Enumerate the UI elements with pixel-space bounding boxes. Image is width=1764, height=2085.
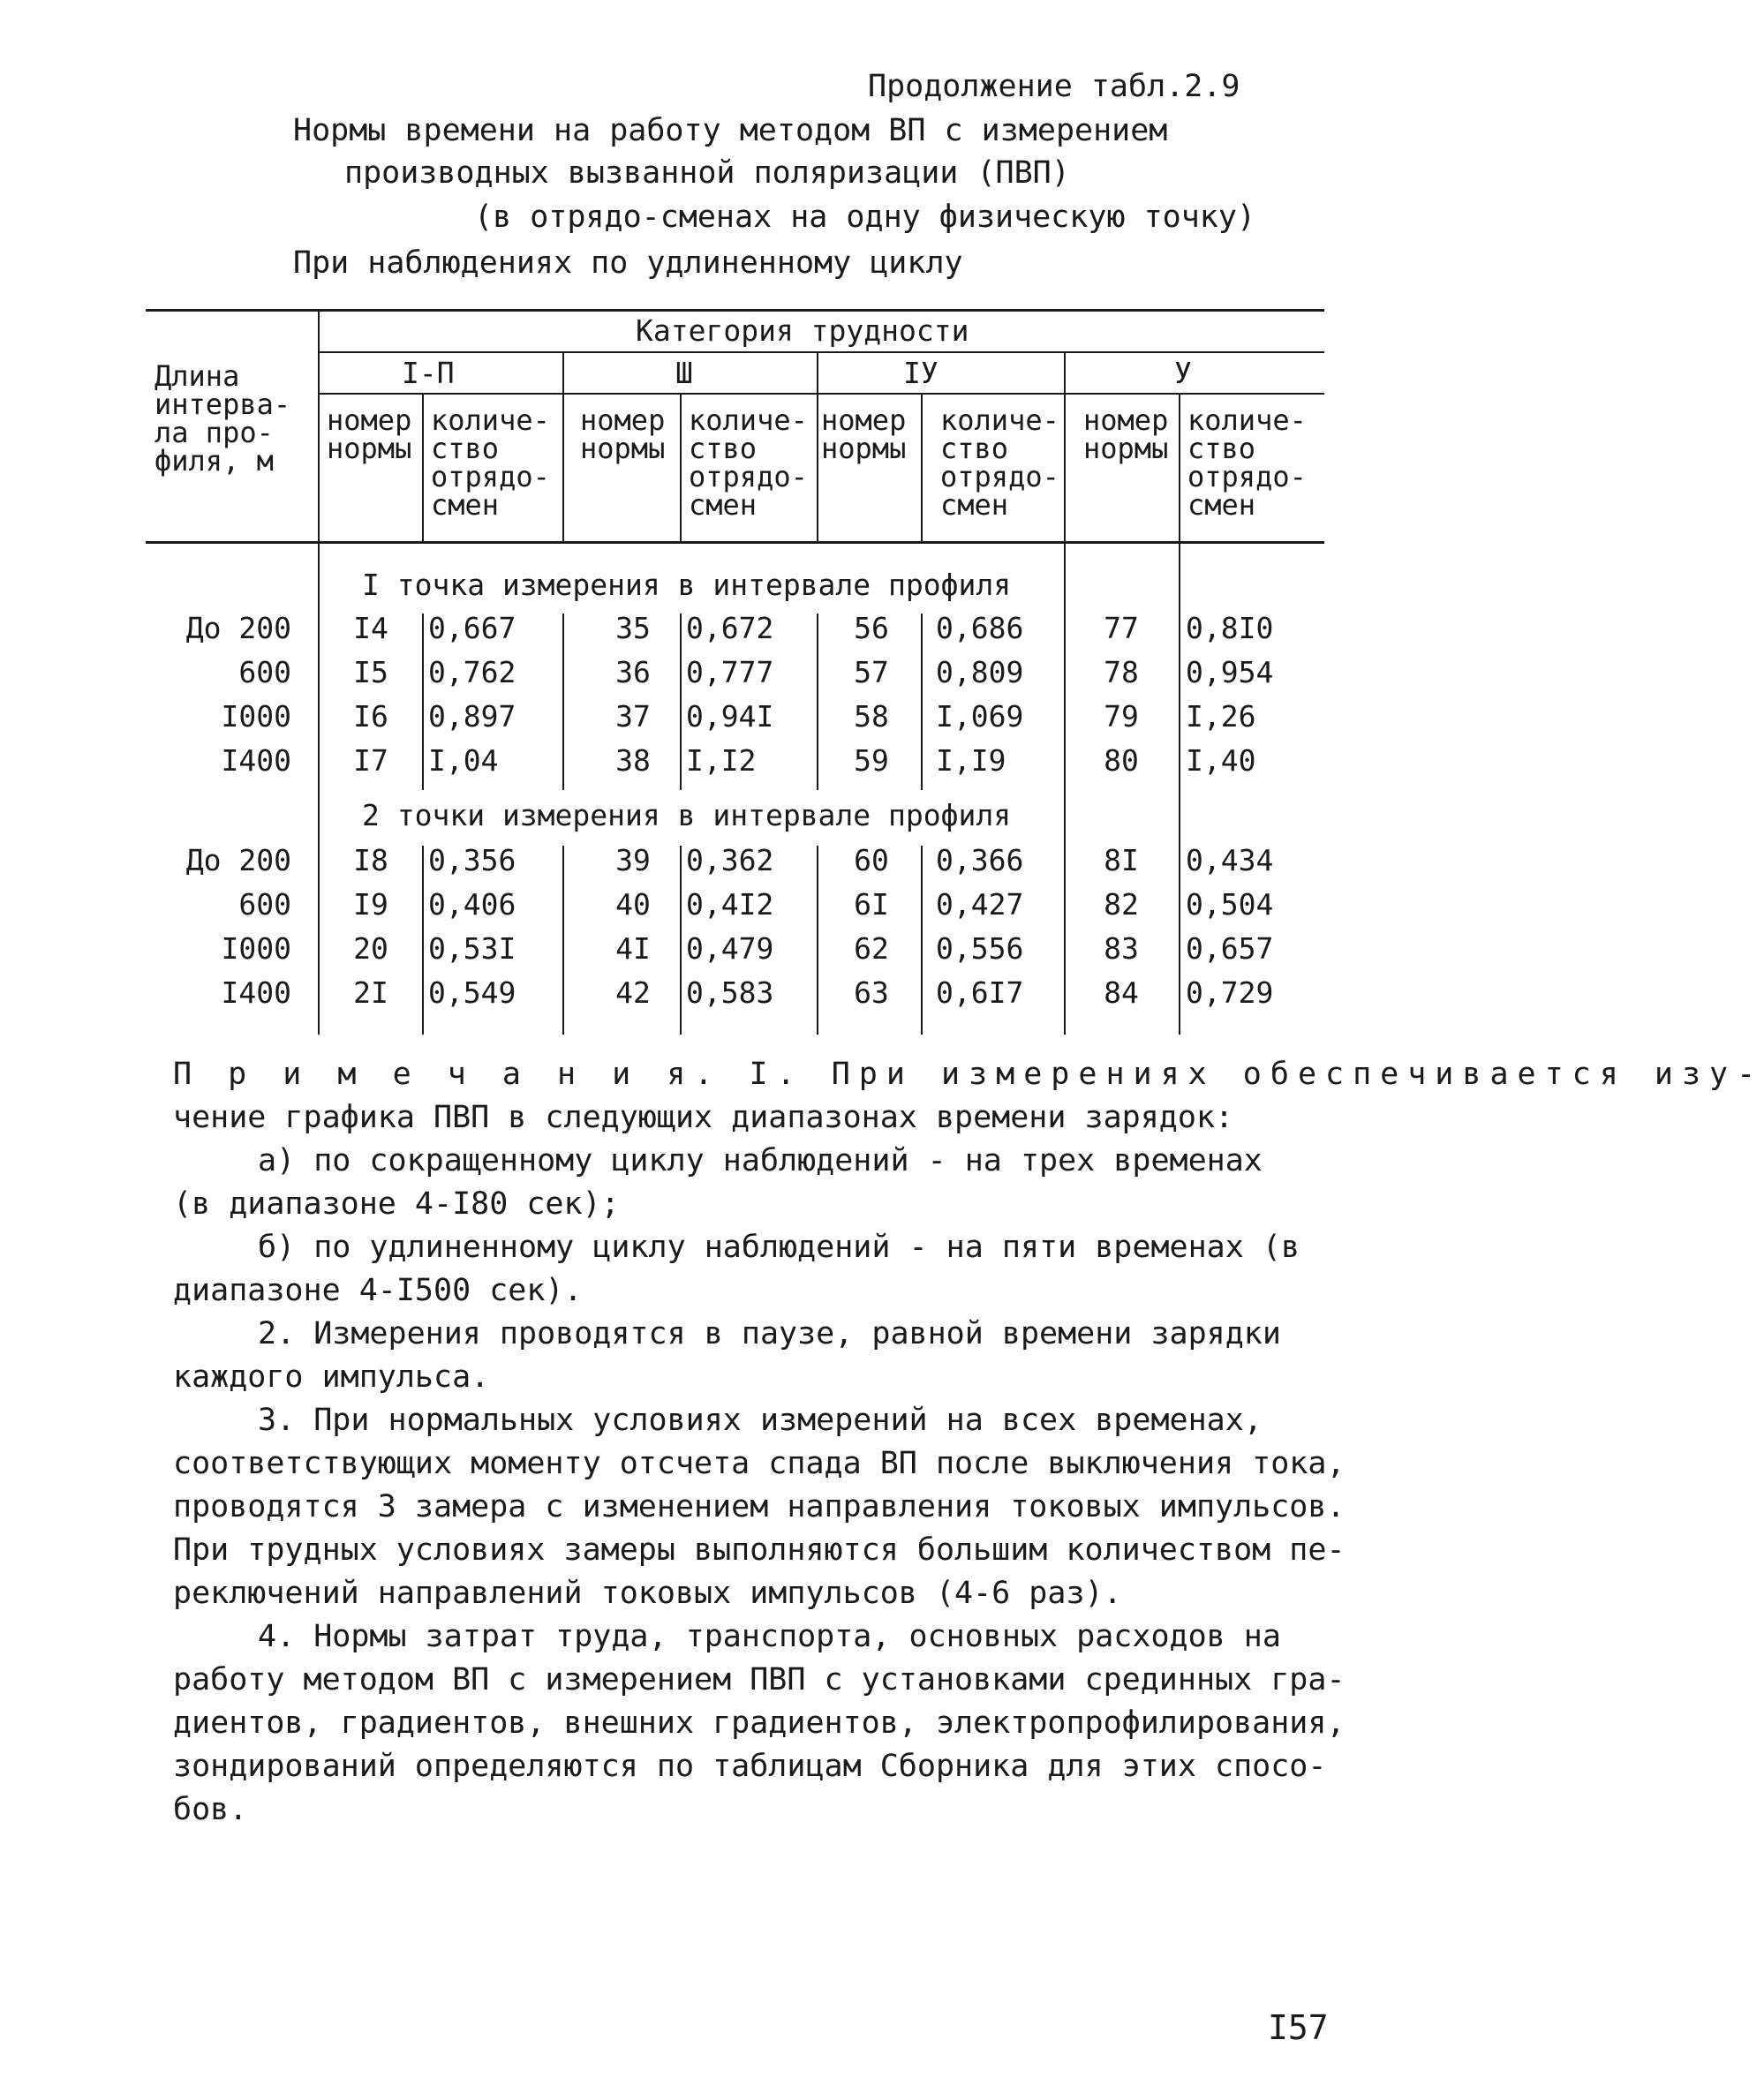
norm-number-cell: 42 <box>615 975 651 1010</box>
norm-number-cell: 79 <box>1104 699 1139 734</box>
row-header-length: Длина интерва- ла про- филя, м <box>155 359 291 478</box>
note-line: зондирований определяются по таблицам Сборника для этих спосо- <box>173 1749 1327 1784</box>
interval-length-cell: I000 <box>221 931 291 966</box>
crew-shift-cell: 0,667 <box>428 611 516 645</box>
norm-number-cell: 84 <box>1104 975 1139 1010</box>
norm-number-cell: 83 <box>1104 931 1139 966</box>
norm-number-cell: 38 <box>615 743 651 778</box>
crew-shift-cell: I,I9 <box>936 743 1006 778</box>
note-line: При трудных условиях замеры выполняются большим количеством пе- <box>173 1532 1346 1568</box>
norm-number-cell: 37 <box>615 699 651 734</box>
col-norm-2: номер нормы <box>580 403 666 465</box>
divider-5-sec2 <box>921 846 923 1035</box>
crew-shift-cell: 0,504 <box>1186 887 1274 922</box>
page-number: I57 <box>1268 2008 1329 2047</box>
crew-shift-cell: I,26 <box>1186 699 1256 734</box>
interval-length-cell: 600 <box>238 655 291 689</box>
interval-length-cell: I400 <box>221 743 291 778</box>
norm-number-cell: 39 <box>615 843 651 877</box>
divider-5 <box>921 393 923 541</box>
norm-number-cell: 36 <box>615 655 651 689</box>
crew-shift-cell: 0,479 <box>686 931 774 966</box>
interval-length-cell: До 200 <box>185 843 291 877</box>
norm-number-cell: 58 <box>854 699 889 734</box>
divider-7 <box>1179 393 1180 1035</box>
note-line: проводятся 3 замера с изменением направления токовых импульсов. <box>173 1489 1346 1524</box>
norm-number-cell: I7 <box>353 743 388 778</box>
note-line: бов. <box>173 1792 248 1827</box>
crew-shift-cell: 0,94I <box>686 699 774 734</box>
col-norm-3: номер нормы <box>821 403 907 465</box>
divider-1-sec1 <box>422 613 424 790</box>
crew-shift-cell: 0,556 <box>936 931 1024 966</box>
crew-shift-cell: 0,686 <box>936 611 1024 645</box>
table-title-line2: производных вызванной поляризации (ПВП) <box>344 155 1070 191</box>
interval-length-cell: 600 <box>238 887 291 922</box>
crew-shift-cell: 0,583 <box>686 975 774 1010</box>
category-rule <box>318 351 1324 353</box>
crew-shift-cell: 0,4I2 <box>686 887 774 922</box>
divider-6 <box>1064 351 1066 1035</box>
subheader-rule <box>318 393 1324 395</box>
crew-shift-cell: I,069 <box>936 699 1024 734</box>
crew-shift-cell: 0,549 <box>428 975 516 1010</box>
norm-number-cell: 6I <box>854 887 889 922</box>
norm-number-cell: 59 <box>854 743 889 778</box>
crew-shift-cell: 0,356 <box>428 843 516 877</box>
norm-number-cell: I5 <box>353 655 388 689</box>
divider-3-sec1 <box>680 613 682 790</box>
col-qty-3: количе- ство отрядо- смен <box>940 403 1059 522</box>
crew-shift-cell: I,40 <box>1186 743 1256 778</box>
crew-shift-cell: I,04 <box>428 743 499 778</box>
note-line: б) по удлиненному циклу наблюдений - на пяти временах (в <box>258 1230 1300 1265</box>
divider-2-sec2 <box>562 846 564 1035</box>
note-line: а) по сокращенному циклу наблюдений - на трех временах <box>258 1143 1263 1178</box>
notes <box>173 1053 1764 1832</box>
col-norm-1: номер нормы <box>327 403 412 465</box>
note-line: соответствующих моменту отсчета спада ВП после выключения тока, <box>173 1446 1346 1481</box>
norm-number-cell: 60 <box>854 843 889 877</box>
note-line: работу методом ВП с измерением ПВП с установками срединных гра- <box>173 1662 1346 1697</box>
continuation-label: Продолжение табл.2.9 <box>868 69 1240 104</box>
crew-shift-cell: 0,6I7 <box>936 975 1024 1010</box>
note-line: (в диапазоне 4-I80 сек); <box>173 1186 620 1222</box>
norm-number-cell: 57 <box>854 655 889 689</box>
norms-table <box>146 309 1324 1033</box>
category-2: Ш <box>675 356 693 390</box>
crew-shift-cell: 0,729 <box>1186 975 1274 1010</box>
divider-4-sec2 <box>817 846 818 1035</box>
crew-shift-cell: 0,406 <box>428 887 516 922</box>
category-1: I-П <box>402 356 455 390</box>
divider-4 <box>817 351 818 541</box>
norm-number-cell: 62 <box>854 931 889 966</box>
norm-number-cell: 56 <box>854 611 889 645</box>
crew-shift-cell: 0,897 <box>428 699 516 734</box>
interval-length-cell: До 200 <box>185 611 291 645</box>
note-line: реключений направлений токовых импульсов (4-6 раз). <box>173 1576 1122 1611</box>
note-line: диентов, градиентов, внешних градиентов, электропрофилирования, <box>173 1705 1346 1741</box>
norm-number-cell: 40 <box>615 887 651 922</box>
note-line: П р и м е ч а н и я. I. При измерениях обеспечивается изу- <box>173 1057 1764 1092</box>
crew-shift-cell: 0,809 <box>936 655 1024 689</box>
divider-5-sec1 <box>921 613 923 790</box>
norm-number-cell: 82 <box>1104 887 1139 922</box>
note-line: 2. Измерения проводятся в паузе, равной времени зарядки <box>258 1316 1281 1351</box>
norm-number-cell: I4 <box>353 611 388 645</box>
category-4: У <box>1174 356 1192 390</box>
col-qty-4: количе- ство отрядо- смен <box>1187 403 1307 522</box>
norm-number-cell: I9 <box>353 887 388 922</box>
crew-shift-cell: 0,53I <box>428 931 516 966</box>
note-line: 4. Нормы затрат труда, транспорта, основных расходов на <box>258 1619 1281 1654</box>
crew-shift-cell: I,I2 <box>686 743 757 778</box>
norm-number-cell: 77 <box>1104 611 1139 645</box>
divider-2 <box>562 351 564 541</box>
crew-shift-cell: 0,366 <box>936 843 1024 877</box>
crew-shift-cell: 0,954 <box>1186 655 1274 689</box>
note-line: диапазоне 4-I500 сек). <box>173 1273 583 1308</box>
norm-number-cell: 78 <box>1104 655 1139 689</box>
divider-1 <box>422 393 424 541</box>
norm-number-cell: 8I <box>1104 843 1139 877</box>
crew-shift-cell: 0,427 <box>936 887 1024 922</box>
col-qty-1: количе- ство отрядо- смен <box>431 403 550 522</box>
divider-4-sec1 <box>817 613 818 790</box>
header-bottom-rule <box>146 541 1324 544</box>
crew-shift-cell: 0,777 <box>686 655 774 689</box>
norm-number-cell: I8 <box>353 843 388 877</box>
interval-length-cell: I400 <box>221 975 291 1010</box>
note-line: 3. При нормальных условиях измерений на всех временах, <box>258 1403 1263 1438</box>
note-line: каждого импульса. <box>173 1359 490 1395</box>
section-1-label: I точка измерения в интервале профиля <box>362 568 1012 602</box>
crew-shift-cell: 0,8I0 <box>1186 611 1274 645</box>
crew-shift-cell: 0,657 <box>1186 931 1274 966</box>
col-qty-2: количе- ство отрядо- смен <box>689 403 808 522</box>
col-norm-4: номер нормы <box>1083 403 1169 465</box>
norm-number-cell: 80 <box>1104 743 1139 778</box>
note-line: чение графика ПВП в следующих диапазонах времени зарядок: <box>173 1100 1234 1135</box>
norm-number-cell: I6 <box>353 699 388 734</box>
table-top-rule <box>146 309 1324 312</box>
section-2-label: 2 точки измерения в интервале профиля <box>362 798 1012 832</box>
crew-shift-cell: 0,362 <box>686 843 774 877</box>
table-subtitle: При наблюдениях по удлиненному циклу <box>293 245 963 281</box>
norm-number-cell: 35 <box>615 611 651 645</box>
norm-number-cell: 2I <box>353 975 388 1010</box>
divider-3-sec2 <box>680 846 682 1035</box>
divider-2-sec1 <box>562 613 564 790</box>
category-3: IУ <box>903 356 939 390</box>
divider-1-sec2 <box>422 846 424 1035</box>
crew-shift-cell: 0,434 <box>1186 843 1274 877</box>
norm-number-cell: 20 <box>353 931 388 966</box>
crew-shift-cell: 0,672 <box>686 611 774 645</box>
divider-length <box>318 309 320 1035</box>
norm-number-cell: 4I <box>615 931 651 966</box>
table-title-line3: (в отрядо-сменах на одну физическую точку) <box>474 199 1256 235</box>
table-title-line1: Нормы времени на работу методом ВП с измерением <box>293 113 1168 148</box>
norm-number-cell: 63 <box>854 975 889 1010</box>
crew-shift-cell: 0,762 <box>428 655 516 689</box>
interval-length-cell: I000 <box>221 699 291 734</box>
group-header: Категория трудности <box>636 313 969 348</box>
divider-3 <box>680 393 682 541</box>
